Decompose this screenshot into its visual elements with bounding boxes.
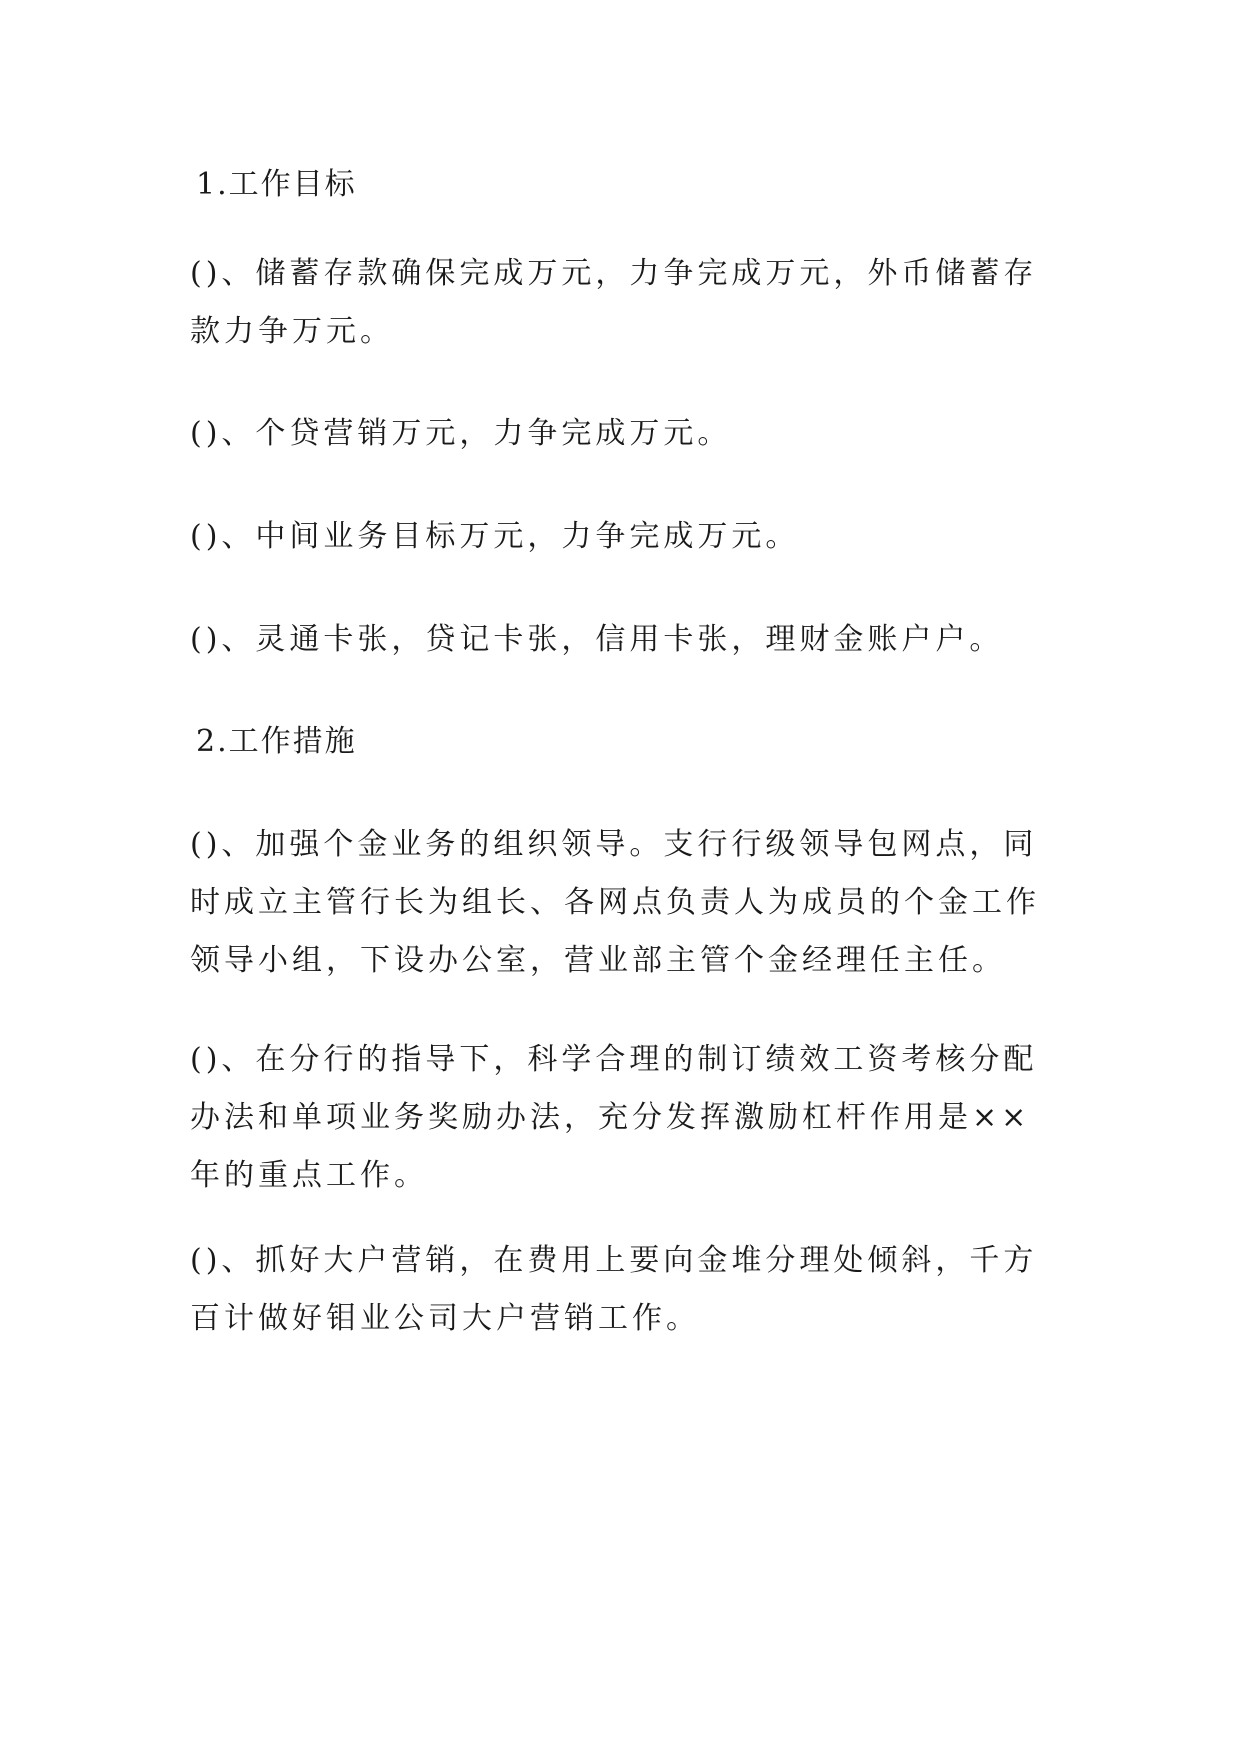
paragraph-card-target: ()、灵通卡张，贷记卡张，信用卡张，理财金账户户。 <box>190 622 1004 657</box>
paragraph-intermediary-business-target: ()、中间业务目标万元，力争完成万元。 <box>190 519 800 554</box>
paragraph-savings-target: ()、储蓄存款确保完成万元，力争完成万元，外币储蓄存款力争万元。 <box>190 256 1038 349</box>
paragraph-personal-loan-target: ()、个贷营销万元，力争完成万元。 <box>190 416 732 451</box>
section-heading-goals: 1.工作目标 <box>196 167 357 202</box>
paragraph-major-client-marketing: ()、抓好大户营销，在费用上要向金堆分理处倾斜，千方百计做好钼业公司大户营销工作。 <box>190 1243 1038 1336</box>
paragraph-performance-assessment: ()、在分行的指导下，科学合理的制订绩效工资考核分配办法和单项业务奖励办法，充分发挥激励杠杆作用是××年的重点工作。 <box>190 1042 1038 1193</box>
paragraph-organizational-leadership: ()、加强个金业务的组织领导。支行行级领导包网点，同时成立主管行长为组长、各网点负责人为成员的个金工作领导小组，下设办公室，营业部主管个金经理任主任。 <box>190 827 1040 978</box>
section-heading-measures: 2.工作措施 <box>196 724 357 759</box>
